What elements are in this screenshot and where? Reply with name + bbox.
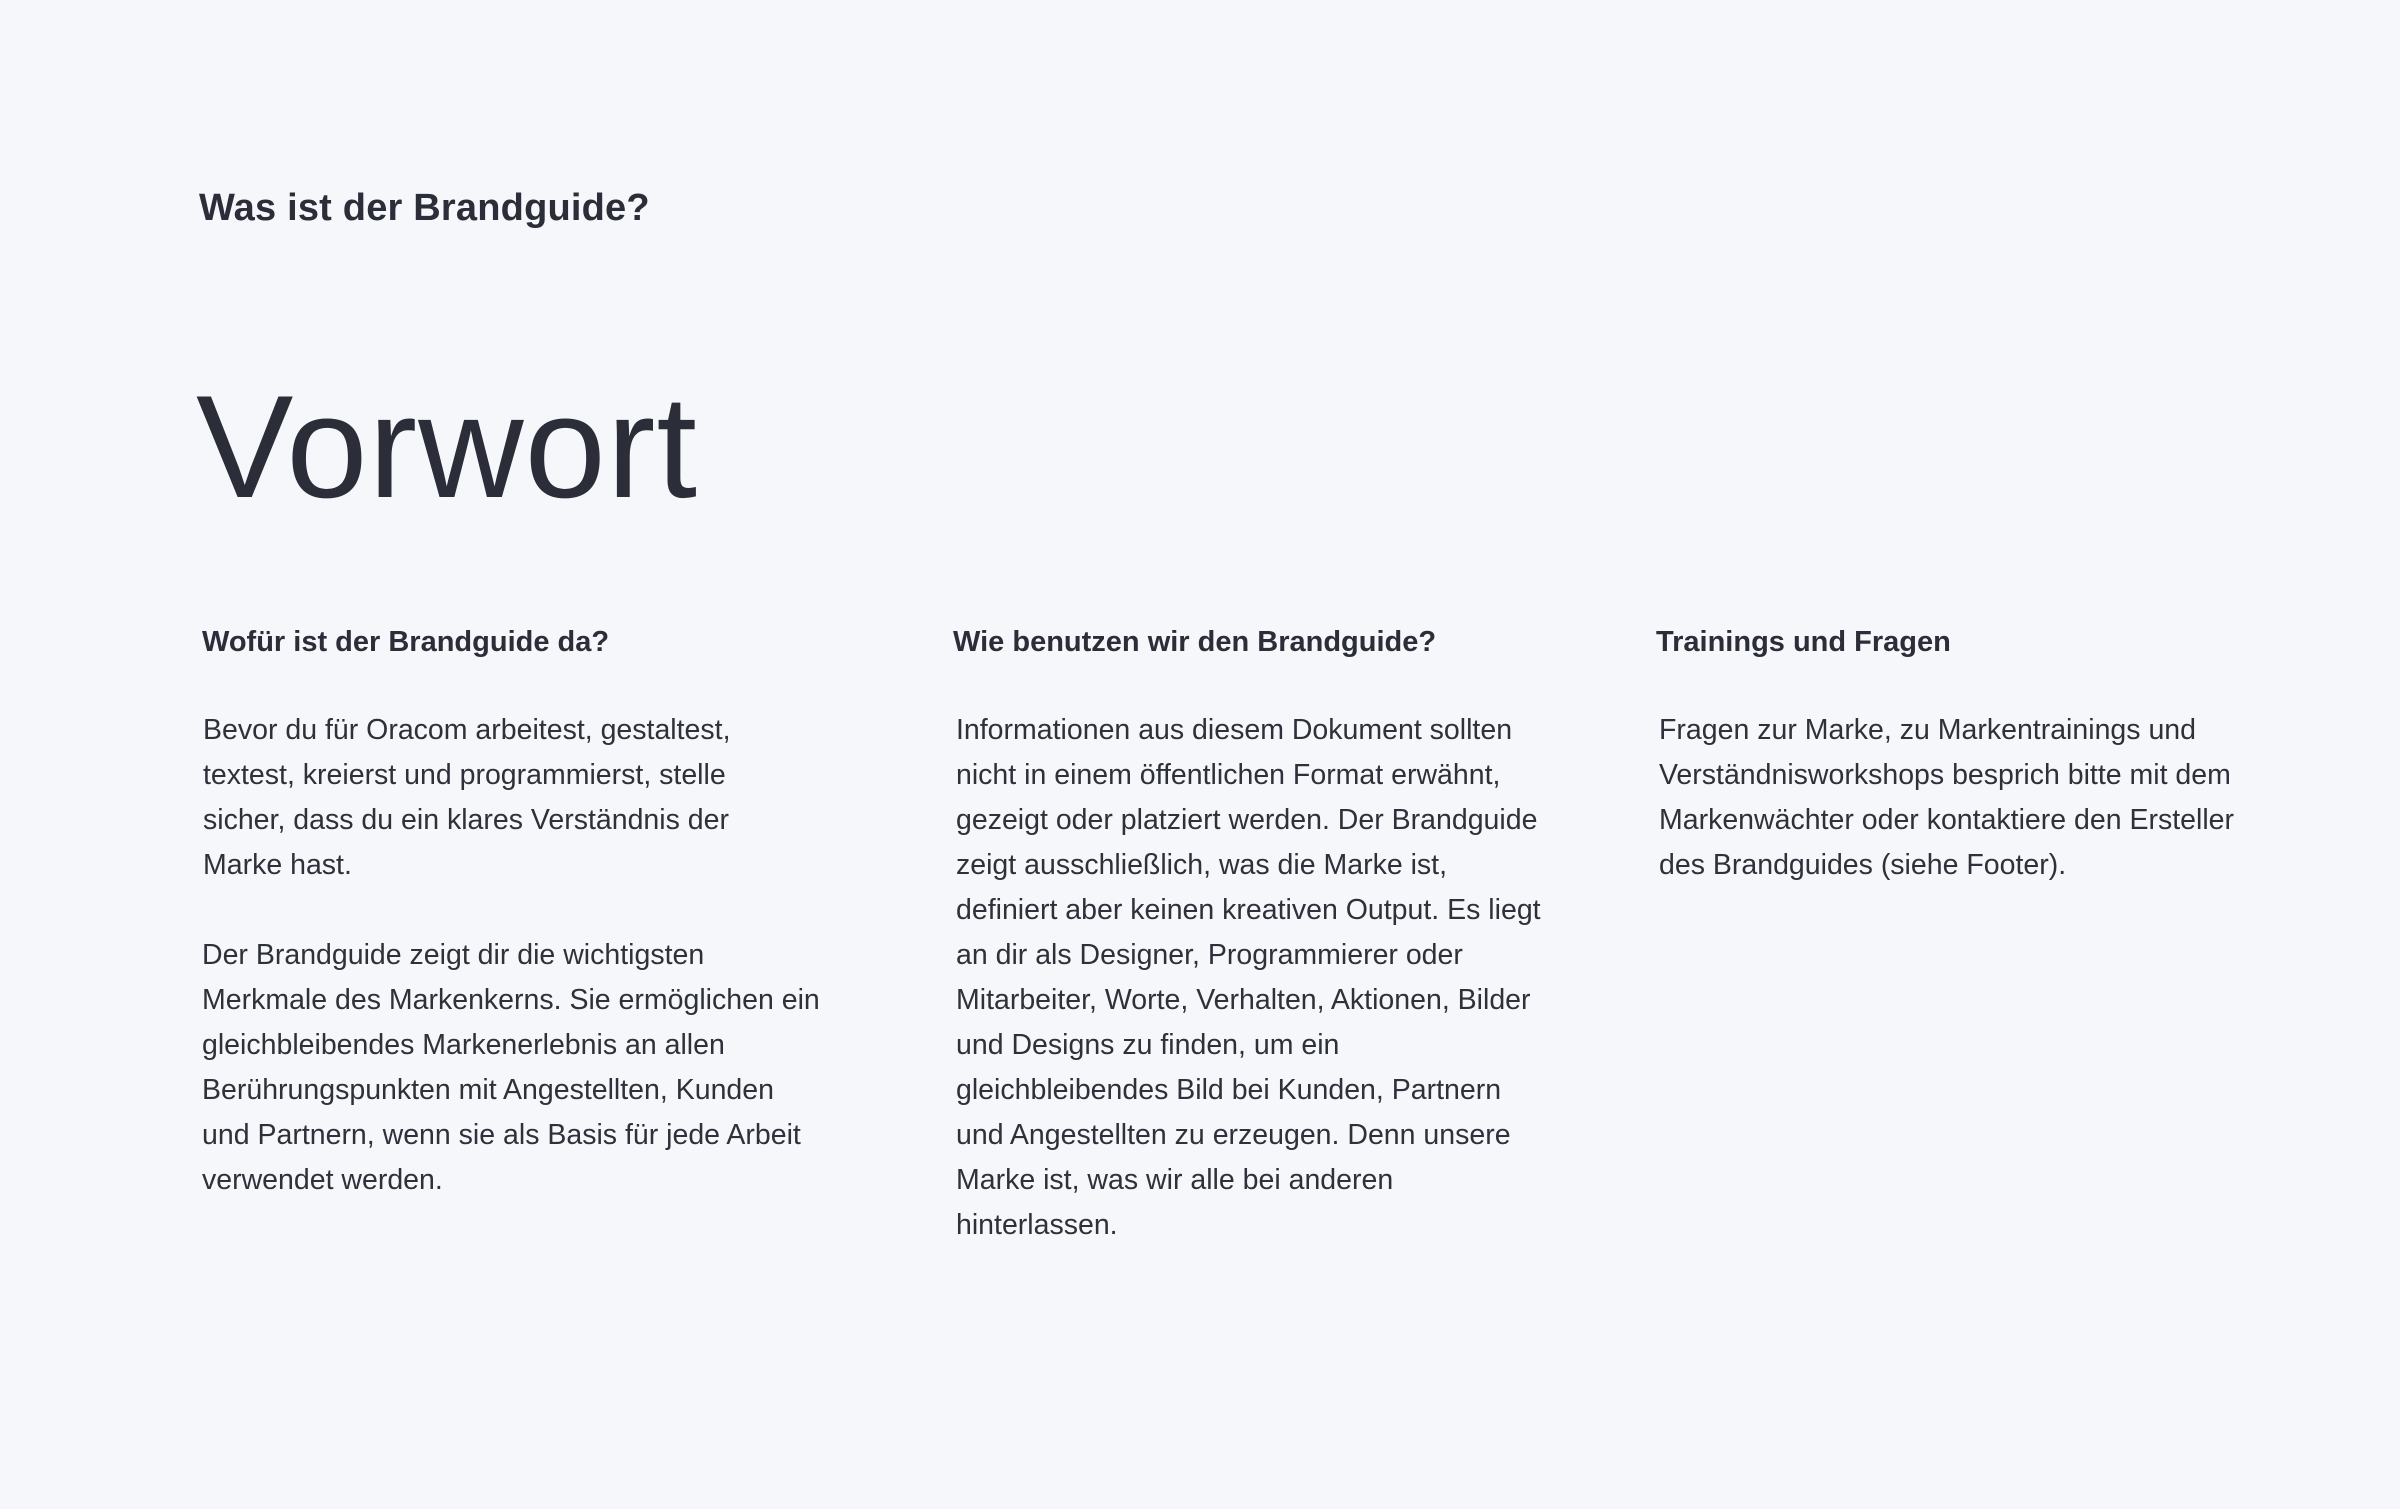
column-purpose xyxy=(202,620,822,1203)
column-heading: Trainings und Fragen xyxy=(1656,626,1951,658)
column-usage xyxy=(953,620,1573,1248)
section-eyebrow: Was ist der Brandguide? xyxy=(199,187,650,229)
column-paragraph: Fragen zur Marke, zu Markentrainings und Verständnisworkshops besprich bitte mit dem Markenwächter oder kontaktiere den Ersteller des Brandguides (siehe Footer). xyxy=(1659,714,2235,881)
column-paragraph: Bevor du für Oracom arbeitest, gestaltest, textest, kreierst und programmierst, stelle sicher, dass du ein klares Verständnis der Marke hast. xyxy=(203,714,731,881)
column-paragraph: Informationen aus diesem Dokument sollten nicht in einem öffentlichen Format erwähnt, gezeigt oder platziert werden. Der Brandguide zeigt ausschließlich, was die Marke ist, definiert aber keinen kreativen Output. Es liegt an dir als Designer, Programmierer oder Mitarbeiter, Worte, Verhalten, Aktionen, Bilder und Designs zu finden, um ein gleichbleibendes Bild bei Kunden, Partnern und Angestellten zu erzeugen. Denn unsere Marke ist, was wir alle bei anderen hinterlassen. xyxy=(956,714,1541,1241)
column-heading: Wofür ist der Brandguide da? xyxy=(202,626,610,658)
column-heading: Wie benutzen wir den Brandguide? xyxy=(953,626,1437,658)
column-paragraph: Der Brandguide zeigt dir die wichtigsten Merkmale des Markenkerns. Sie ermöglichen ein gleichbleibendes Markenerlebnis an allen Berührungspunkten mit Angestellten, Kunden und Partnern, wenn sie als Basis für jede Arbeit verwendet werden. xyxy=(202,939,820,1196)
column-trainings xyxy=(1656,620,2256,888)
page-title: Vorwort xyxy=(196,365,698,528)
